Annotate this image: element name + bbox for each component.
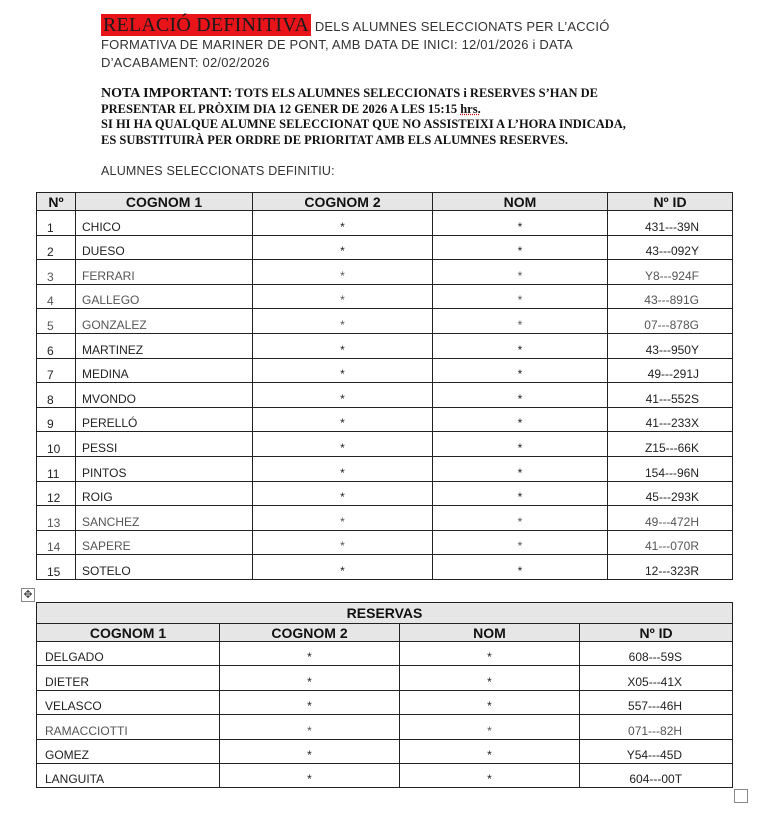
reserve-nom-cell[interactable]: * [400,642,580,666]
cognom1-cell[interactable]: SAPERE [76,530,253,555]
cognom1-cell[interactable]: GONZALEZ [76,309,253,334]
cognom1-cell[interactable]: PERELLÓ [76,407,253,432]
notice-line-3: SI HI HA QUALQUE ALUMNE SELECCIONAT QUE NO ASSISTEIXI A L’HORA INDICADA, [101,117,626,131]
cognom2-cell[interactable]: * [253,407,433,432]
row-number-cell[interactable]: 11 [37,456,76,481]
row-number-cell[interactable]: 15 [37,555,76,580]
table-row [37,555,733,580]
cognom2-cell[interactable]: * [253,432,433,457]
nom-cell[interactable]: * [433,260,608,285]
header-cognom1: COGNOM 1 [76,193,253,211]
selected-students-table [36,192,733,580]
cognom1-cell[interactable]: MEDINA [76,358,253,383]
id-cell[interactable]: Y8---924F [608,260,733,285]
id-cell[interactable]: 12---323R [608,555,733,580]
table-row [37,481,733,506]
notice-line-2-text: PRESENTAR EL PRÒXIM DIA 12 GENER DE 2026 A LES 15:15 [101,101,458,116]
table-row [37,530,733,555]
cognom2-cell[interactable]: * [253,260,433,285]
cognom2-cell[interactable]: * [253,481,433,506]
cognom2-cell[interactable]: * [253,309,433,334]
table-row [37,642,733,666]
id-cell[interactable]: 154---96N [608,456,733,481]
row-number-cell[interactable]: 5 [37,309,76,334]
header-id: Nº ID [608,193,733,211]
reserve-cognom1-cell[interactable]: LANGUITA [37,763,220,787]
reserve-cognom2-cell[interactable]: * [220,763,400,787]
cognom2-cell[interactable]: * [253,456,433,481]
cognom1-cell[interactable]: MVONDO [76,383,253,408]
reserves-table [36,602,733,788]
cognom1-cell[interactable]: SOTELO [76,555,253,580]
selected-table-body [37,211,733,580]
id-cell[interactable]: 431---39N [608,211,733,236]
row-number-cell[interactable]: 4 [37,284,76,309]
nom-cell[interactable]: * [433,506,608,531]
table-row [37,358,733,383]
cognom2-cell[interactable]: * [253,555,433,580]
reserves-header-cognom2: COGNOM 2 [220,624,400,642]
id-cell[interactable]: 43---891G [608,284,733,309]
header-cognom2: COGNOM 2 [253,193,433,211]
nom-cell[interactable]: * [433,235,608,260]
reserve-nom-cell[interactable]: * [400,666,580,690]
cognom1-cell[interactable]: PINTOS [76,456,253,481]
table-row [37,309,733,334]
reserve-id-cell[interactable]: 557---46H [580,690,733,714]
reserve-nom-cell[interactable]: * [400,715,580,739]
reserve-id-cell[interactable]: 604---00T [580,763,733,787]
header-line-2: FORMATIVA DE MARINER DE PONT, AMB DATA DE INICI: 12/01/2026 i DATA [101,37,573,52]
cognom1-cell[interactable]: ROIG [76,481,253,506]
reserve-id-cell[interactable]: Y54---45D [580,739,733,763]
nom-cell[interactable]: * [433,211,608,236]
cognom2-cell[interactable]: * [253,506,433,531]
id-cell[interactable]: 41---233X [608,407,733,432]
header-line-1 [101,14,721,36]
header-line-3: D’ACABAMENT: 02/02/2026 [101,55,270,70]
reserve-cognom2-cell[interactable]: * [220,642,400,666]
table-row [37,506,733,531]
cognom2-cell[interactable]: * [253,235,433,260]
reserve-cognom2-cell[interactable]: * [220,739,400,763]
reserves-header-nom: NOM [400,624,580,642]
reserves-title: RESERVAS [37,603,733,624]
cognom1-cell[interactable]: DUESO [76,235,253,260]
row-number-cell[interactable]: 1 [37,211,76,236]
table-resize-handle-icon[interactable] [734,789,748,803]
cognom2-cell[interactable]: * [253,383,433,408]
id-cell[interactable]: 41---552S [608,383,733,408]
reserves-title-row [37,603,733,624]
row-number-cell[interactable]: 2 [37,235,76,260]
table-row [37,383,733,408]
table-row [37,235,733,260]
nom-cell[interactable]: * [433,456,608,481]
row-number-cell[interactable]: 3 [37,260,76,285]
row-number-cell[interactable]: 13 [37,506,76,531]
reserve-id-cell[interactable]: 608---59S [580,642,733,666]
document-title-highlight: RELACIÓ DEFINITIVA [103,14,309,36]
reserve-cognom1-cell[interactable]: VELASCO [37,690,220,714]
table-row [37,739,733,763]
reserve-cognom1-cell[interactable]: RAMACCIOTTI [37,715,220,739]
id-cell[interactable]: 49---472H [608,506,733,531]
reserve-nom-cell[interactable]: * [400,763,580,787]
notice-hrs: hrs. [460,101,481,116]
cognom1-cell[interactable]: MARTINEZ [76,333,253,358]
reserve-cognom2-cell[interactable]: * [220,666,400,690]
notice-label: NOTA IMPORTANT: [101,86,233,101]
notice-line-1-text: TOTS ELS ALUMNES SELECCIONATS i RESERVES S’HAN DE [235,86,599,100]
table-row [37,456,733,481]
table-row [37,407,733,432]
reserve-id-cell[interactable]: X05---41X [580,666,733,690]
cognom1-cell[interactable]: PESSI [76,432,253,457]
id-cell[interactable]: 45---293K [608,481,733,506]
nom-cell[interactable]: * [433,555,608,580]
nom-cell[interactable]: * [433,358,608,383]
id-cell[interactable]: 43---950Y [608,333,733,358]
reserve-cognom1-cell[interactable]: DIETER [37,666,220,690]
id-cell[interactable]: 49---291J [608,358,733,383]
reserve-cognom2-cell[interactable]: * [220,715,400,739]
table-row [37,432,733,457]
cognom1-cell[interactable]: FERRARI [76,260,253,285]
table-row [37,260,733,285]
cognom2-cell[interactable]: * [253,358,433,383]
nom-cell[interactable]: * [433,530,608,555]
table-row [37,690,733,714]
selected-table-header-row [37,193,733,211]
table-row [37,284,733,309]
reserve-cognom1-cell[interactable]: DELGADO [37,642,220,666]
header-num: Nº [37,193,76,211]
cognom2-cell[interactable]: * [253,530,433,555]
row-number-cell[interactable]: 14 [37,530,76,555]
id-cell[interactable]: 43---092Y [608,235,733,260]
notice-line-2 [101,102,701,118]
row-number-cell[interactable]: 10 [37,432,76,457]
reserve-cognom2-cell[interactable]: * [220,690,400,714]
reserves-header-id: Nº ID [580,624,733,642]
nom-cell[interactable]: * [433,284,608,309]
table-move-handle-icon[interactable]: ✥ [21,588,35,602]
nom-cell[interactable]: * [433,432,608,457]
cognom1-cell[interactable]: GALLEGO [76,284,253,309]
table-row [37,666,733,690]
important-notice [101,86,701,148]
row-number-cell[interactable]: 7 [37,358,76,383]
notice-line-1 [101,86,701,102]
reserve-cognom1-cell[interactable]: GOMEZ [37,739,220,763]
nom-cell[interactable]: * [433,333,608,358]
row-number-cell[interactable]: 8 [37,383,76,408]
table-row [37,333,733,358]
header-line-1-rest: DELS ALUMNES SELECCIONATS PER L’ACCIÓ [314,19,610,34]
row-number-cell[interactable]: 6 [37,333,76,358]
nom-cell[interactable]: * [433,481,608,506]
row-number-cell[interactable]: 9 [37,407,76,432]
cognom2-cell[interactable]: * [253,211,433,236]
table-row [37,211,733,236]
reserve-nom-cell[interactable]: * [400,739,580,763]
cognom2-cell[interactable]: * [253,284,433,309]
reserve-nom-cell[interactable]: * [400,690,580,714]
reserves-header-row [37,624,733,642]
cognom2-cell[interactable]: * [253,333,433,358]
nom-cell[interactable]: * [433,383,608,408]
table-row [37,715,733,739]
id-cell[interactable]: 41---070R [608,530,733,555]
reserves-header-cognom1: COGNOM 1 [37,624,220,642]
selected-students-subtitle: ALUMNES SELECCIONATS DEFINITIU: [101,164,335,178]
cognom1-cell[interactable]: CHICO [76,211,253,236]
cognom1-cell[interactable]: SANCHEZ [76,506,253,531]
row-number-cell[interactable]: 12 [37,481,76,506]
notice-line-4: ES SUBSTITUIRÀ PER ORDRE DE PRIORITAT AMB ELS ALUMNES RESERVES. [101,132,569,147]
reserve-id-cell[interactable]: 071---82H [580,715,733,739]
document-header [101,14,721,72]
table-row [37,763,733,787]
nom-cell[interactable]: * [433,407,608,432]
reserves-table-body [37,642,733,788]
id-cell[interactable]: Z15---66K [608,432,733,457]
nom-cell[interactable]: * [433,309,608,334]
header-nom: NOM [433,193,608,211]
id-cell[interactable]: 07---878G [608,309,733,334]
